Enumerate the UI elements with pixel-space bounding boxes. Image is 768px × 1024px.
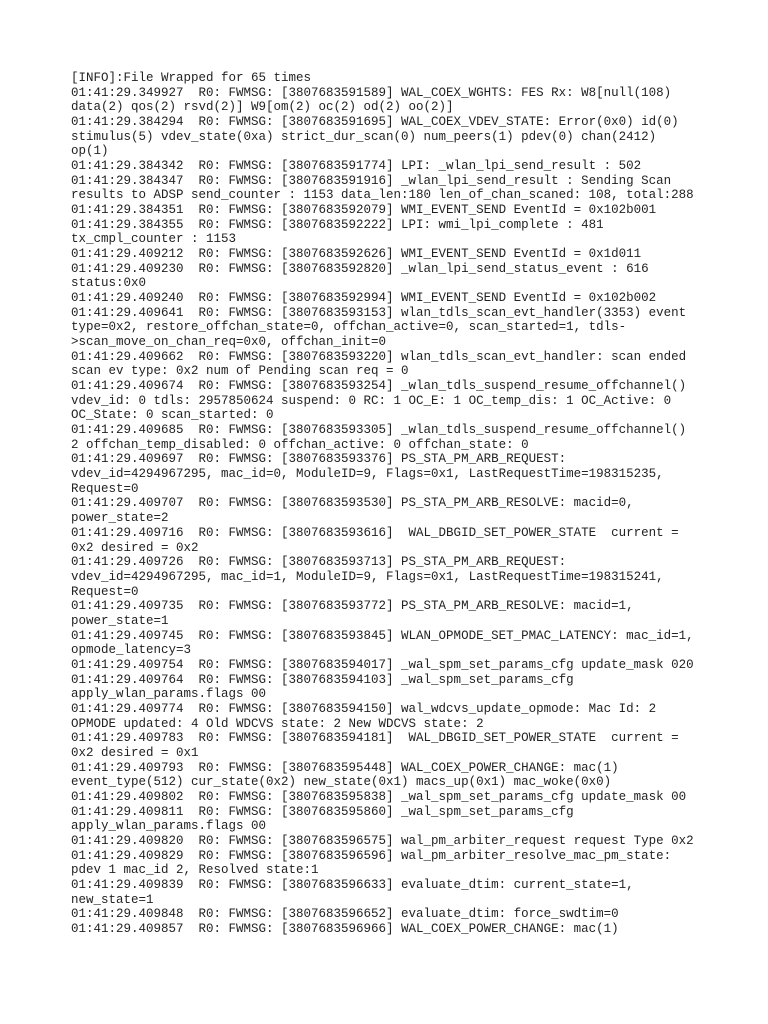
log-line: opmode_latency=3 [71,643,192,658]
log-line: power_state=2 [71,511,169,526]
log-line: event_type(512) cur_state(0x2) new_state(0x1) macs_up(0x1) mac_woke(0x0) [71,775,612,790]
log-line: new_state=1 [71,892,154,907]
log-line: 01:41:29.409707 R0: FWMSG: [3807683593530] PS_STA_PM_ARB_RESOLVE: macid=0, [71,496,634,511]
log-line: 2 offchan_temp_disabled: 0 offchan_active: 0 offchan_state: 0 [71,437,529,452]
log-line: apply_wlan_params.flags 00 [71,687,267,702]
log-line: 01:41:29.409662 R0: FWMSG: [3807683593220] wlan_tdls_scan_evt_handler: scan ended [71,349,687,364]
log-line: 01:41:29.384342 R0: FWMSG: [3807683591774] LPI: _wlan_lpi_send_result : 502 [71,159,642,174]
log-line: 01:41:29.409716 R0: FWMSG: [3807683593616] WAL_DBGID_SET_POWER_STATE current = [71,525,679,540]
log-line: 01:41:29.409745 R0: FWMSG: [3807683593845] WLAN_OPMODE_SET_PMAC_LATENCY: mac_id=1, [71,628,694,643]
log-line: 01:41:29.409230 R0: FWMSG: [3807683592820] _wlan_lpi_send_status_event : 616 [71,261,649,276]
log-line: 01:41:29.409829 R0: FWMSG: [3807683596596] wal_pm_arbiter_resolve_mac_pm_state: [71,848,672,863]
log-line: OC_State: 0 scan_started: 0 [71,408,274,423]
log-line: OPMODE updated: 4 Old WDCVS state: 2 New WDCVS state: 2 [71,716,484,731]
log-line: power_state=1 [71,613,169,628]
log-line: 01:41:29.349927 R0: FWMSG: [3807683591589] WAL_COEX_WGHTS: FES Rx: W8[null(108) [71,85,672,100]
log-line: 01:41:29.384355 R0: FWMSG: [3807683592222] LPI: wmi_lpi_complete : 481 [71,217,604,232]
log-line: 01:41:29.409735 R0: FWMSG: [3807683593772] PS_STA_PM_ARB_RESOLVE: macid=1, [71,599,634,614]
log-line: vdev_id=4294967295, mac_id=0, ModuleID=9, Flags=0x1, LastRequestTime=198315235, [71,467,664,482]
log-line: results to ADSP send_counter : 1153 data_len:180 len_of_chan_scaned: 108, total:288 [71,188,694,203]
log-line: 01:41:29.409726 R0: FWMSG: [3807683593713] PS_STA_PM_ARB_REQUEST: [71,555,567,570]
log-line: 01:41:29.384294 R0: FWMSG: [3807683591695] WAL_COEX_VDEV_STATE: Error(0x0) id(0) [71,115,679,130]
log-line: status:0x0 [71,276,147,291]
log-line: 0x2 desired = 0x2 [71,540,199,555]
log-line: vdev_id: 0 tdls: 2957850624 suspend: 0 RC: 1 OC_E: 1 OC_temp_dis: 1 OC_Active: 0 [71,393,672,408]
log-line: 01:41:29.409820 R0: FWMSG: [3807683596575] wal_pm_arbiter_request request Type 0x2 [71,833,694,848]
log-line: 01:41:29.409754 R0: FWMSG: [3807683594017] _wal_spm_set_params_cfg update_mask 020 [71,657,694,672]
log-line: apply_wlan_params.flags 00 [71,819,267,834]
log-line: Request=0 [71,584,139,599]
log-line: 01:41:29.409848 R0: FWMSG: [3807683596652] evaluate_dtim: force_swdtim=0 [71,907,619,922]
log-line: 01:41:29.409839 R0: FWMSG: [3807683596633] evaluate_dtim: current_state=1, [71,877,634,892]
log-line: [INFO]:File Wrapped for 65 times [71,71,312,85]
log-line: 0x2 desired = 0x1 [71,745,199,760]
log-line [71,937,721,951]
log-line: 01:41:29.384347 R0: FWMSG: [3807683591916] _wlan_lpi_send_result : Sending Scan [71,173,672,188]
log-line: 01:41:29.409802 R0: FWMSG: [3807683595838] _wal_spm_set_params_cfg update_mask 00 [71,789,687,804]
log-line: 01:41:29.384351 R0: FWMSG: [3807683592079] WMI_EVENT_SEND EventId = 0x102b001 [71,203,657,218]
log-line: 01:41:29.409793 R0: FWMSG: [3807683595448] WAL_COEX_POWER_CHANGE: mac(1) [71,760,619,775]
log-line: scan ev type: 0x2 num of Pending scan req = 0 [71,364,409,379]
log-line: type=0x2, restore_offchan_state=0, offchan_active=0, scan_started=1, tdls- [71,320,627,335]
log-line: vdev_id=4294967295, mac_id=1, ModuleID=9, Flags=0x1, LastRequestTime=198315241, [71,569,664,584]
log-line: 01:41:29.409783 R0: FWMSG: [3807683594181] WAL_DBGID_SET_POWER_STATE current = [71,731,679,746]
log-line: 01:41:29.409857 R0: FWMSG: [3807683596966] WAL_COEX_POWER_CHANGE: mac(1) [71,921,619,936]
log-line: op(1) [71,144,109,159]
log-line: >scan_move_on_chan_req=0x0, offchan_init=0 [71,335,387,350]
log-line: 01:41:29.409685 R0: FWMSG: [3807683593305] _wlan_tdls_suspend_resume_offchannel() [71,423,687,438]
log-line: tx_cmpl_counter : 1153 [71,232,237,247]
log-line: 01:41:29.409764 R0: FWMSG: [3807683594103] _wal_spm_set_params_cfg [71,672,574,687]
log-document [71,71,721,951]
log-line: 01:41:29.409811 R0: FWMSG: [3807683595860] _wal_spm_set_params_cfg [71,804,574,819]
log-line: 01:41:29.409674 R0: FWMSG: [3807683593254] _wlan_tdls_suspend_resume_offchannel() [71,379,687,394]
log-line: 01:41:29.409240 R0: FWMSG: [3807683592994] WMI_EVENT_SEND EventId = 0x102b002 [71,291,657,306]
log-line: stimulus(5) vdev_state(0xa) strict_dur_scan(0) num_peers(1) pdev(0) chan(2412) [71,129,657,144]
log-line: 01:41:29.409641 R0: FWMSG: [3807683593153] wlan_tdls_scan_evt_handler(3353) event [71,305,687,320]
log-line: data(2) qos(2) rsvd(2)] W9[om(2) oc(2) od(2) oo(2)] [71,100,454,115]
log-line: 01:41:29.409774 R0: FWMSG: [3807683594150] wal_wdcvs_update_opmode: Mac Id: 2 [71,701,657,716]
log-line: Request=0 [71,481,139,496]
log-line: 01:41:29.409212 R0: FWMSG: [3807683592626] WMI_EVENT_SEND EventId = 0x1d011 [71,247,642,262]
log-line: 01:41:29.409697 R0: FWMSG: [3807683593376] PS_STA_PM_ARB_REQUEST: [71,452,567,467]
log-line: pdev 1 mac_id 2, Resolved state:1 [71,863,319,878]
